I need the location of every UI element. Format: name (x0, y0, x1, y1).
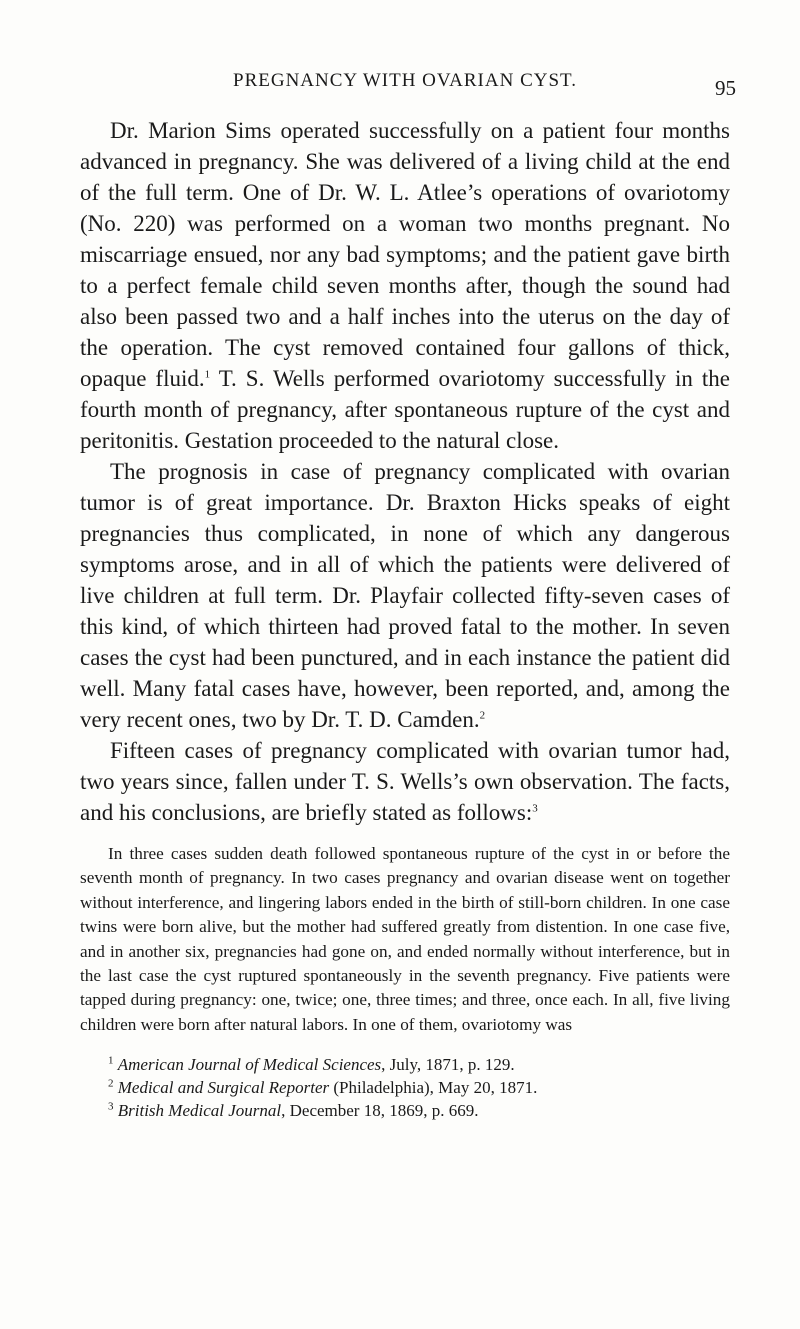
page-body (80, 115, 730, 1122)
footnote-mark: 1 (108, 1054, 114, 1067)
footnote-detail: (Philadelphia), May 20, 1871. (329, 1078, 538, 1098)
block-quote (80, 842, 730, 1037)
footnote-3 (80, 1099, 730, 1122)
footnote-ref-2: 2 (479, 709, 486, 722)
footnotes (80, 1053, 730, 1122)
paragraph-text: The prognosis in case of pregnancy complicated with ovarian tumor is of great importance. Dr. Braxton Hicks speaks of eight pregnancies thus complicated, in none of which any dangerous symptoms arose, and in all of which the patients were delivered of live children at full term. Dr. Playfair collected fifty-seven cases of this kind, of which thirteen had proved fatal to the mother. In seven cases the cyst had been punctured, and in each instance the patient did well. Many fatal cases have, however, been reported, and, among the very recent ones, two by Dr. T. D. Camden. (80, 459, 730, 732)
running-head: PREGNANCY WITH OVARIAN CYST. (233, 70, 577, 91)
main-text (80, 115, 730, 828)
footnote-ref-1: 1 (204, 368, 211, 381)
footnote-2 (80, 1076, 730, 1099)
footnote-source: American Journal of Medical Sciences (117, 1055, 382, 1075)
paragraph-text: Fifteen cases of pregnancy complicated with ovarian tumor had, two years since, fallen under T. S. Wells’s own observation. The facts, and his conclusions, are briefly stated as follows: (80, 738, 730, 825)
footnote-mark: 2 (108, 1077, 114, 1090)
paragraph-sims-atlee-wells (80, 115, 730, 456)
page-header (80, 70, 736, 110)
quote-text: In three cases sudden death followed spontaneous rupture of the cyst in or before the seventh month of pregnancy. In two cases pregnancy and ovarian disease went on together without interference, and lingering labors ended in the birth of still-born children. In one case twins were born alive, but the mother had suffered greatly from distention. In one case five, and in another six, pregnancies had gone on, and ended normally without interference, but in the last case the cyst ruptured spontaneously in the seventh pregnancy. Five patients were tapped during pregnancy: one, twice; one, three times; and three, once each. In all, five living children were born after natural labors. In one of them, ovariotomy was (80, 844, 730, 1034)
paragraph-prognosis (80, 456, 730, 735)
footnote-source: British Medical Journal (117, 1101, 282, 1121)
footnote-detail: , December 18, 1869, p. 669. (281, 1101, 479, 1121)
footnote-1 (80, 1053, 730, 1076)
paragraph-text: Dr. Marion Sims operated successfully on a patient four months advanced in pregnancy. She was delivered of a living child at the end of the full term. One of Dr. W. L. Atlee’s operations of ovariotomy (No. 220) was performed on a woman two months pregnant. No miscarriage ensued, nor any bad symptoms; and the patient gave birth to a perfect female child seven months after, though the sound had also been passed two and a half inches into the uterus on the day of the operation. The cyst removed contained four gallons of thick, opaque fluid. (80, 118, 730, 391)
paragraph-wells-cases (80, 735, 730, 828)
paragraph-text-continued: T. S. Wells performed ovariotomy successfully in the fourth month of pregnancy, after spontaneous rupture of the cyst and peritonitis. Gestation proceeded to the natural close. (80, 366, 731, 453)
footnote-source: Medical and Surgical Reporter (117, 1078, 330, 1098)
footnote-mark: 3 (108, 1100, 114, 1113)
footnote-detail: , July, 1871, p. 129. (381, 1055, 515, 1075)
footnote-ref-3: 3 (532, 802, 538, 815)
page-number: 95 (715, 76, 736, 100)
